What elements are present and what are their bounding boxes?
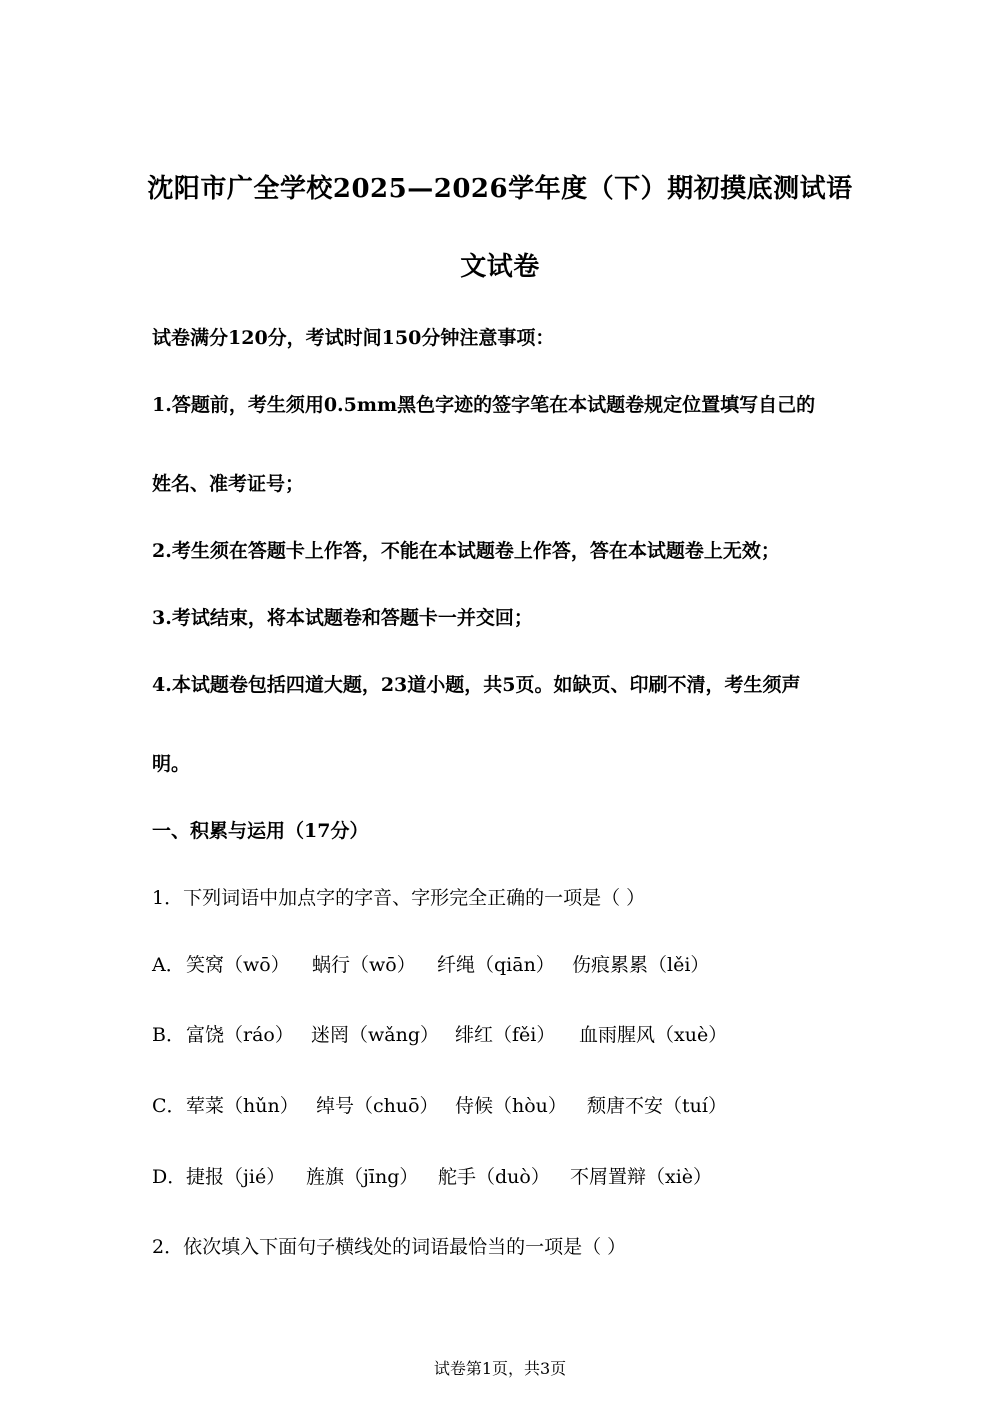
page-footer: 试卷第1页，共3页 xyxy=(433,1359,567,1378)
option-letter: A． xyxy=(152,954,185,976)
option-word: 侍候（hòu） xyxy=(455,1095,567,1117)
option-letter: D． xyxy=(152,1166,187,1188)
option-word: 不屑置辩（xiè） xyxy=(570,1166,713,1188)
option-word: 绯红（fěi） xyxy=(455,1024,556,1046)
option-letter: B． xyxy=(152,1024,185,1046)
option-word: 舵手（duò） xyxy=(438,1166,550,1188)
question-1-option-b xyxy=(152,1020,852,1050)
option-word: 绰号（chuō） xyxy=(316,1095,439,1117)
question-1-option-a xyxy=(152,950,852,980)
option-word: 笑窝（wō） xyxy=(186,954,290,976)
option-word: 纤绳（qiān） xyxy=(437,954,555,976)
option-word: 颓唐不安（tuí） xyxy=(587,1095,727,1117)
notice-item-3: 3.考试结束，将本试题卷和答题卡一并交回； xyxy=(152,607,533,629)
exam-title-line1: 沈阳市广全学校2025—2026学年度（下）期初摸底测试语 xyxy=(147,174,853,204)
notice-item-1: 1.答题前，考生须用0.5mm黑色字迹的签字笔在本试题卷规定位置填写自己的 xyxy=(152,394,816,416)
option-word: 伤痕累累（lěi） xyxy=(572,954,710,976)
question-2-stem: 2．依次填入下面句子横线处的词语最恰当的一项是（ ） xyxy=(152,1236,627,1258)
section-heading: 一、积累与运用（17分） xyxy=(152,820,369,842)
option-word: 捷报（jié） xyxy=(186,1166,286,1188)
exam-title-line2: 文试卷 xyxy=(460,252,540,282)
notice-item-4-continued: 明。 xyxy=(152,753,191,775)
question-1-option-d xyxy=(152,1162,852,1192)
option-word: 荤菜（hǔn） xyxy=(186,1095,299,1117)
option-letter: C． xyxy=(152,1095,186,1117)
question-1-option-c xyxy=(152,1091,852,1121)
notice-item-4: 4.本试题卷包括四道大题，23道小题，共5页。如缺页、印刷不清，考生须声 xyxy=(152,674,801,696)
option-word: 富饶（ráo） xyxy=(186,1024,294,1046)
notice-header: 试卷满分120分，考试时间150分钟注意事项： xyxy=(152,327,555,349)
notice-item-2: 2.考生须在答题卡上作答，不能在本试题卷上作答，答在本试题卷上无效； xyxy=(152,540,780,562)
option-word: 蜗行（wō） xyxy=(312,954,416,976)
notice-item-1-continued: 姓名、准考证号； xyxy=(152,473,305,495)
option-word: 血雨腥风（xuè） xyxy=(579,1024,728,1046)
option-word: 迷罔（wǎng） xyxy=(311,1024,439,1046)
question-1-stem: 1．下列词语中加点字的字音、字形完全正确的一项是（ ） xyxy=(152,887,646,909)
option-word: 旌旗（jīng） xyxy=(306,1166,419,1188)
